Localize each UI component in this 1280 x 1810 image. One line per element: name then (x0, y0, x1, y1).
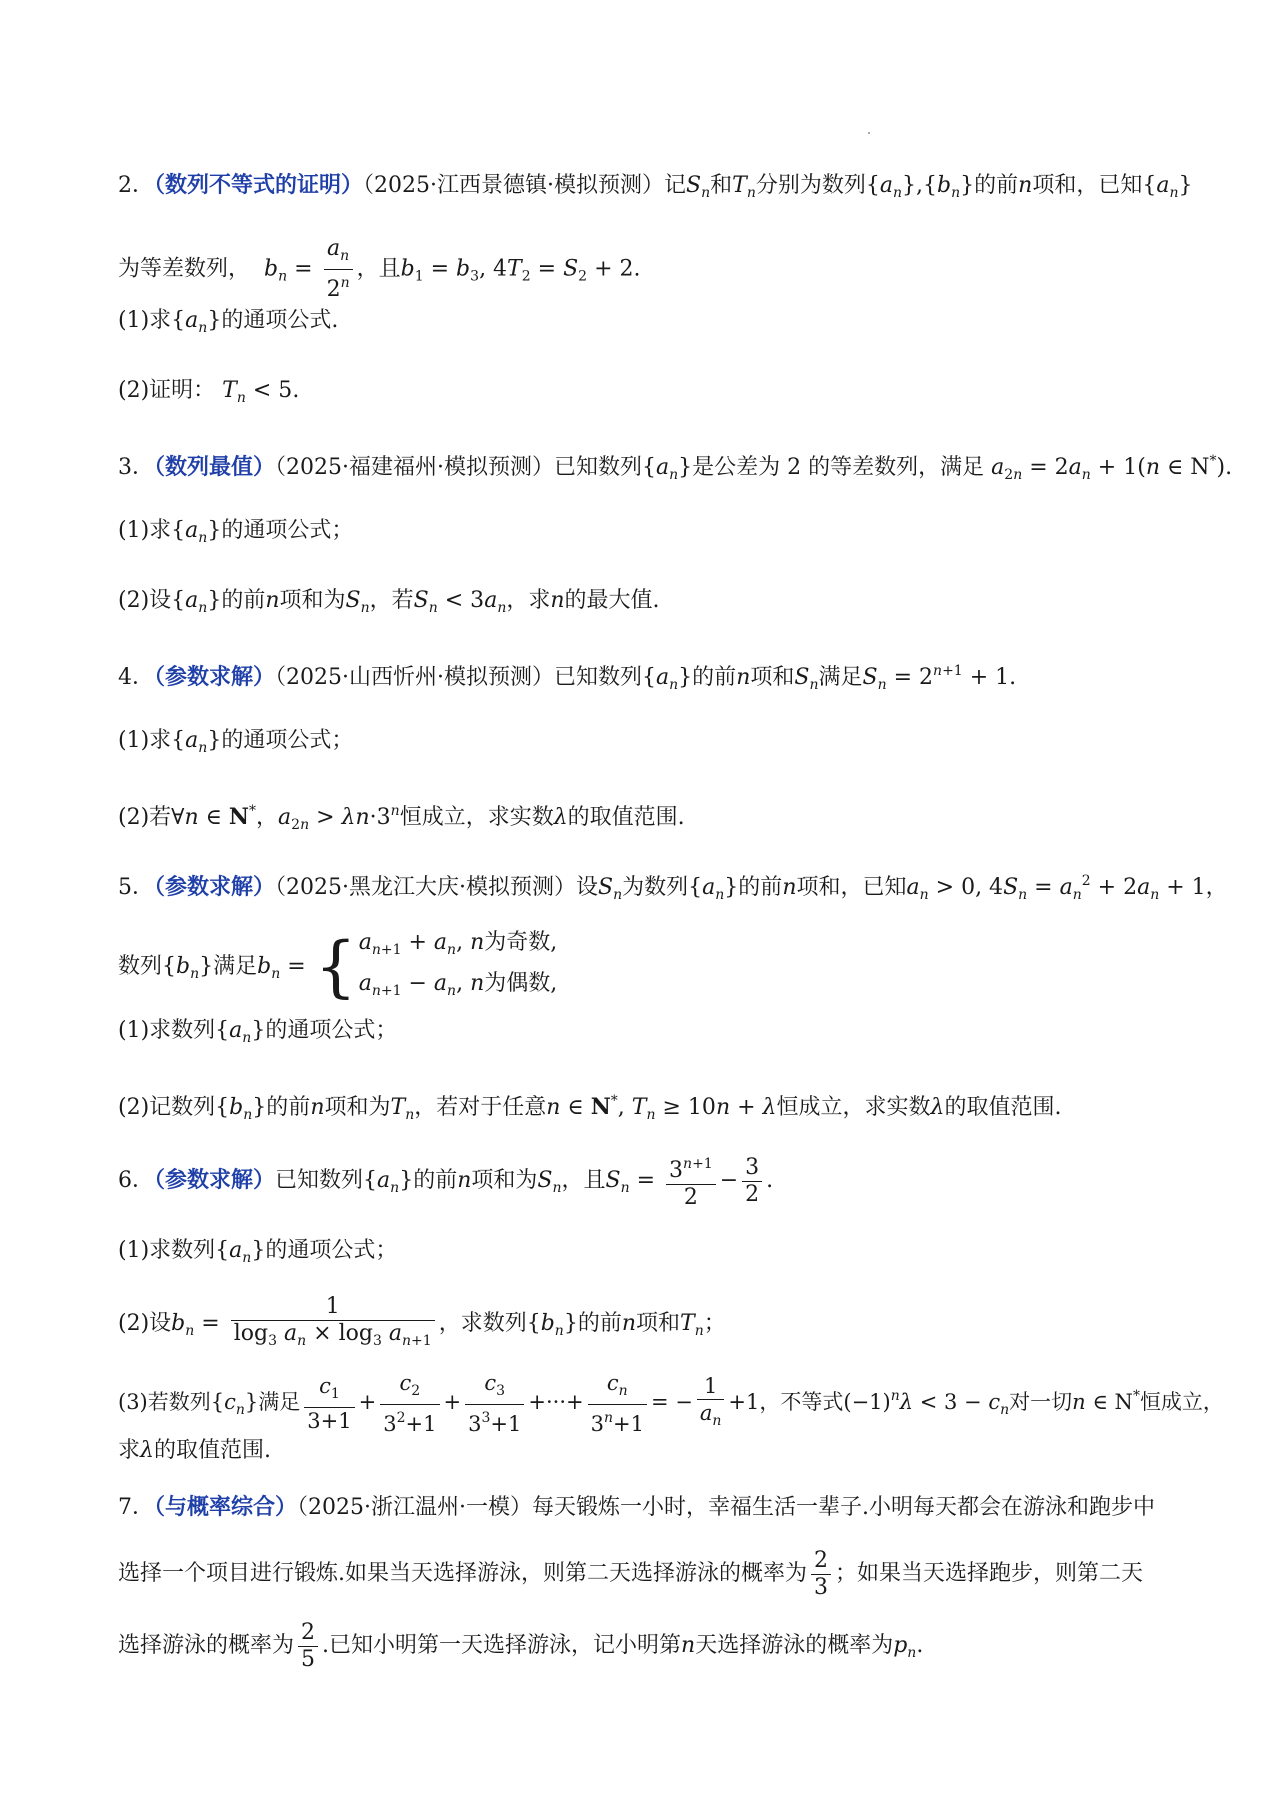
fraction: $\frac{a_n}{2^n}$ (324, 236, 353, 303)
problem-6-q3-cont: 求λ的取值范围. (118, 1438, 271, 1463)
left-brace: { (314, 928, 357, 1005)
problem-2-q2: (2)证明： $T_n < 5$. (118, 378, 300, 406)
problem-5-q1: (1)求数列$\{a_n\}$的通项公式； (118, 1018, 398, 1046)
problem-3-tag: （数列最值） (154, 454, 276, 480)
problem-5-line-2: 数列$\{b_n\}$满足$b_n$ = { $a_{n+1} + a_n$, n为奇数, $a_{n+1} - a_n$, n为偶数, (118, 926, 1178, 996)
problem-3-line-1: 3．（数列最值）（2025·福建福州·模拟预测）已知数列$\{a_n\}$是公差为 2 的等差数列，满足 $a_{2n} = 2a_n + 1(n$ ∈ N*). (118, 453, 1233, 483)
piecewise-cases: $a_{n+1} + a_n$, n为奇数, $a_{n+1} - a_n$, n为偶数, (358, 930, 558, 999)
problem-7-tag: （与概率综合） (154, 1494, 298, 1520)
problem-4-tag: （参数求解） (154, 664, 276, 690)
problem-5-line-1: 5．（参数求解）（2025·黑龙江大庆·模拟预测）设$S_n$为数列$\{a_n\}$的前n项和，已知$a_n > 0$, $4S_n = a_n^2 + 2a_n + 1$， (118, 873, 1228, 903)
problem-4-line-1: 4．（参数求解）（2025·山西忻州·模拟预测）已知数列$\{a_n\}$的前n项和$S_n$满足$S_n = 2^{n+1} + 1$. (118, 663, 1017, 693)
problem-7-line-1: 7．（与概率综合）（2025·浙江温州·一模）每天锻炼一小时，幸福生活一辈子.小明每天都会在游泳和跑步中 (118, 1494, 1155, 1520)
problem-6-tag: （参数求解） (154, 1167, 276, 1193)
problem-2-tag: （数列不等式的证明） (154, 172, 364, 198)
problem-4-q1: (1)求$\{a_n\}$的通项公式； (118, 728, 354, 756)
problem-7-line-3: 选择游泳的概率为 $\frac{2}{5}$ .已知小明第一天选择游泳，记小明第n天选择游泳的概率为$p_n$. (118, 1619, 924, 1672)
problem-7-line-2: 选择一个项目进行锻炼.如果当天选择游泳，则第二天选择游泳的概率为 $\frac{2}{3}$ ；如果当天选择跑步，则第二天 (118, 1547, 1144, 1600)
problem-3-q1: (1)求$\{a_n\}$的通项公式； (118, 518, 354, 546)
problem-3-q2: (2)设$\{a_n\}$的前n项和为$S_n$，若$S_n < 3a_n$，求n的最大值. (118, 588, 660, 616)
problem-6-line-1: 6．（参数求解）已知数列$\{a_n\}$的前n项和为$S_n$，且$S_n$ = $\frac{3^{n+1}}{2}$ − $\frac{3}{2}$ . (118, 1148, 1178, 1212)
problem-6-q3: (3)若数列$\{c_n\}$满足 $\frac{c_1}{3+1}$ + $\frac{c_2}{3^2+1}$ + $\frac{c_3}{3^3+1}$ +···+ $\frac{c_n}{3^n+1}$ = − $\frac{1}{a_n}$ +1，不等式$(-1)^n\lambda < 3 - c_n$对一切n ∈ N*恒成立， (118, 1371, 1224, 1436)
problem-5-tag: （参数求解） (154, 874, 276, 900)
problem-6-q1: (1)求数列$\{a_n\}$的通项公式； (118, 1238, 398, 1266)
problem-5-q2: (2)记数列$\{b_n\}$的前n项和为$T_n$，若对于任意n ∈ N*, $T_n \ge 10n + \lambda$恒成立，求实数λ的取值范围. (118, 1093, 1062, 1123)
problem-4-q2: (2)若∀n ∈ N*，$a_{2n} > \lambda n\cdot 3^n$恒成立，求实数λ的取值范围. (118, 803, 685, 833)
problem-2-line-2: 为等差数列， $b_n$ = $\frac{a_n}{2^n}$ ，且$b_1 = b_3$, $4T_2 = S_2 + 2$. (118, 236, 641, 302)
problem-2-q1: (1)求$\{a_n\}$的通项公式. (118, 308, 339, 336)
problem-2-line-1: 2．（数列不等式的证明）（2025·江西景德镇·模拟预测）记$S_n$和$T_n$分别为数列$\{a_n\},\{b_n\}$的前n项和，已知$\{a_n\}$ (118, 172, 1193, 201)
problem-6-q2: (2)设$b_n$ = $\frac{1}{\log_3 a_n \times \log_3 a_{n+1}}$ ，求数列$\{b_n\}$的前n项和$T_n$； (118, 1294, 726, 1349)
scan-speck (868, 132, 870, 134)
